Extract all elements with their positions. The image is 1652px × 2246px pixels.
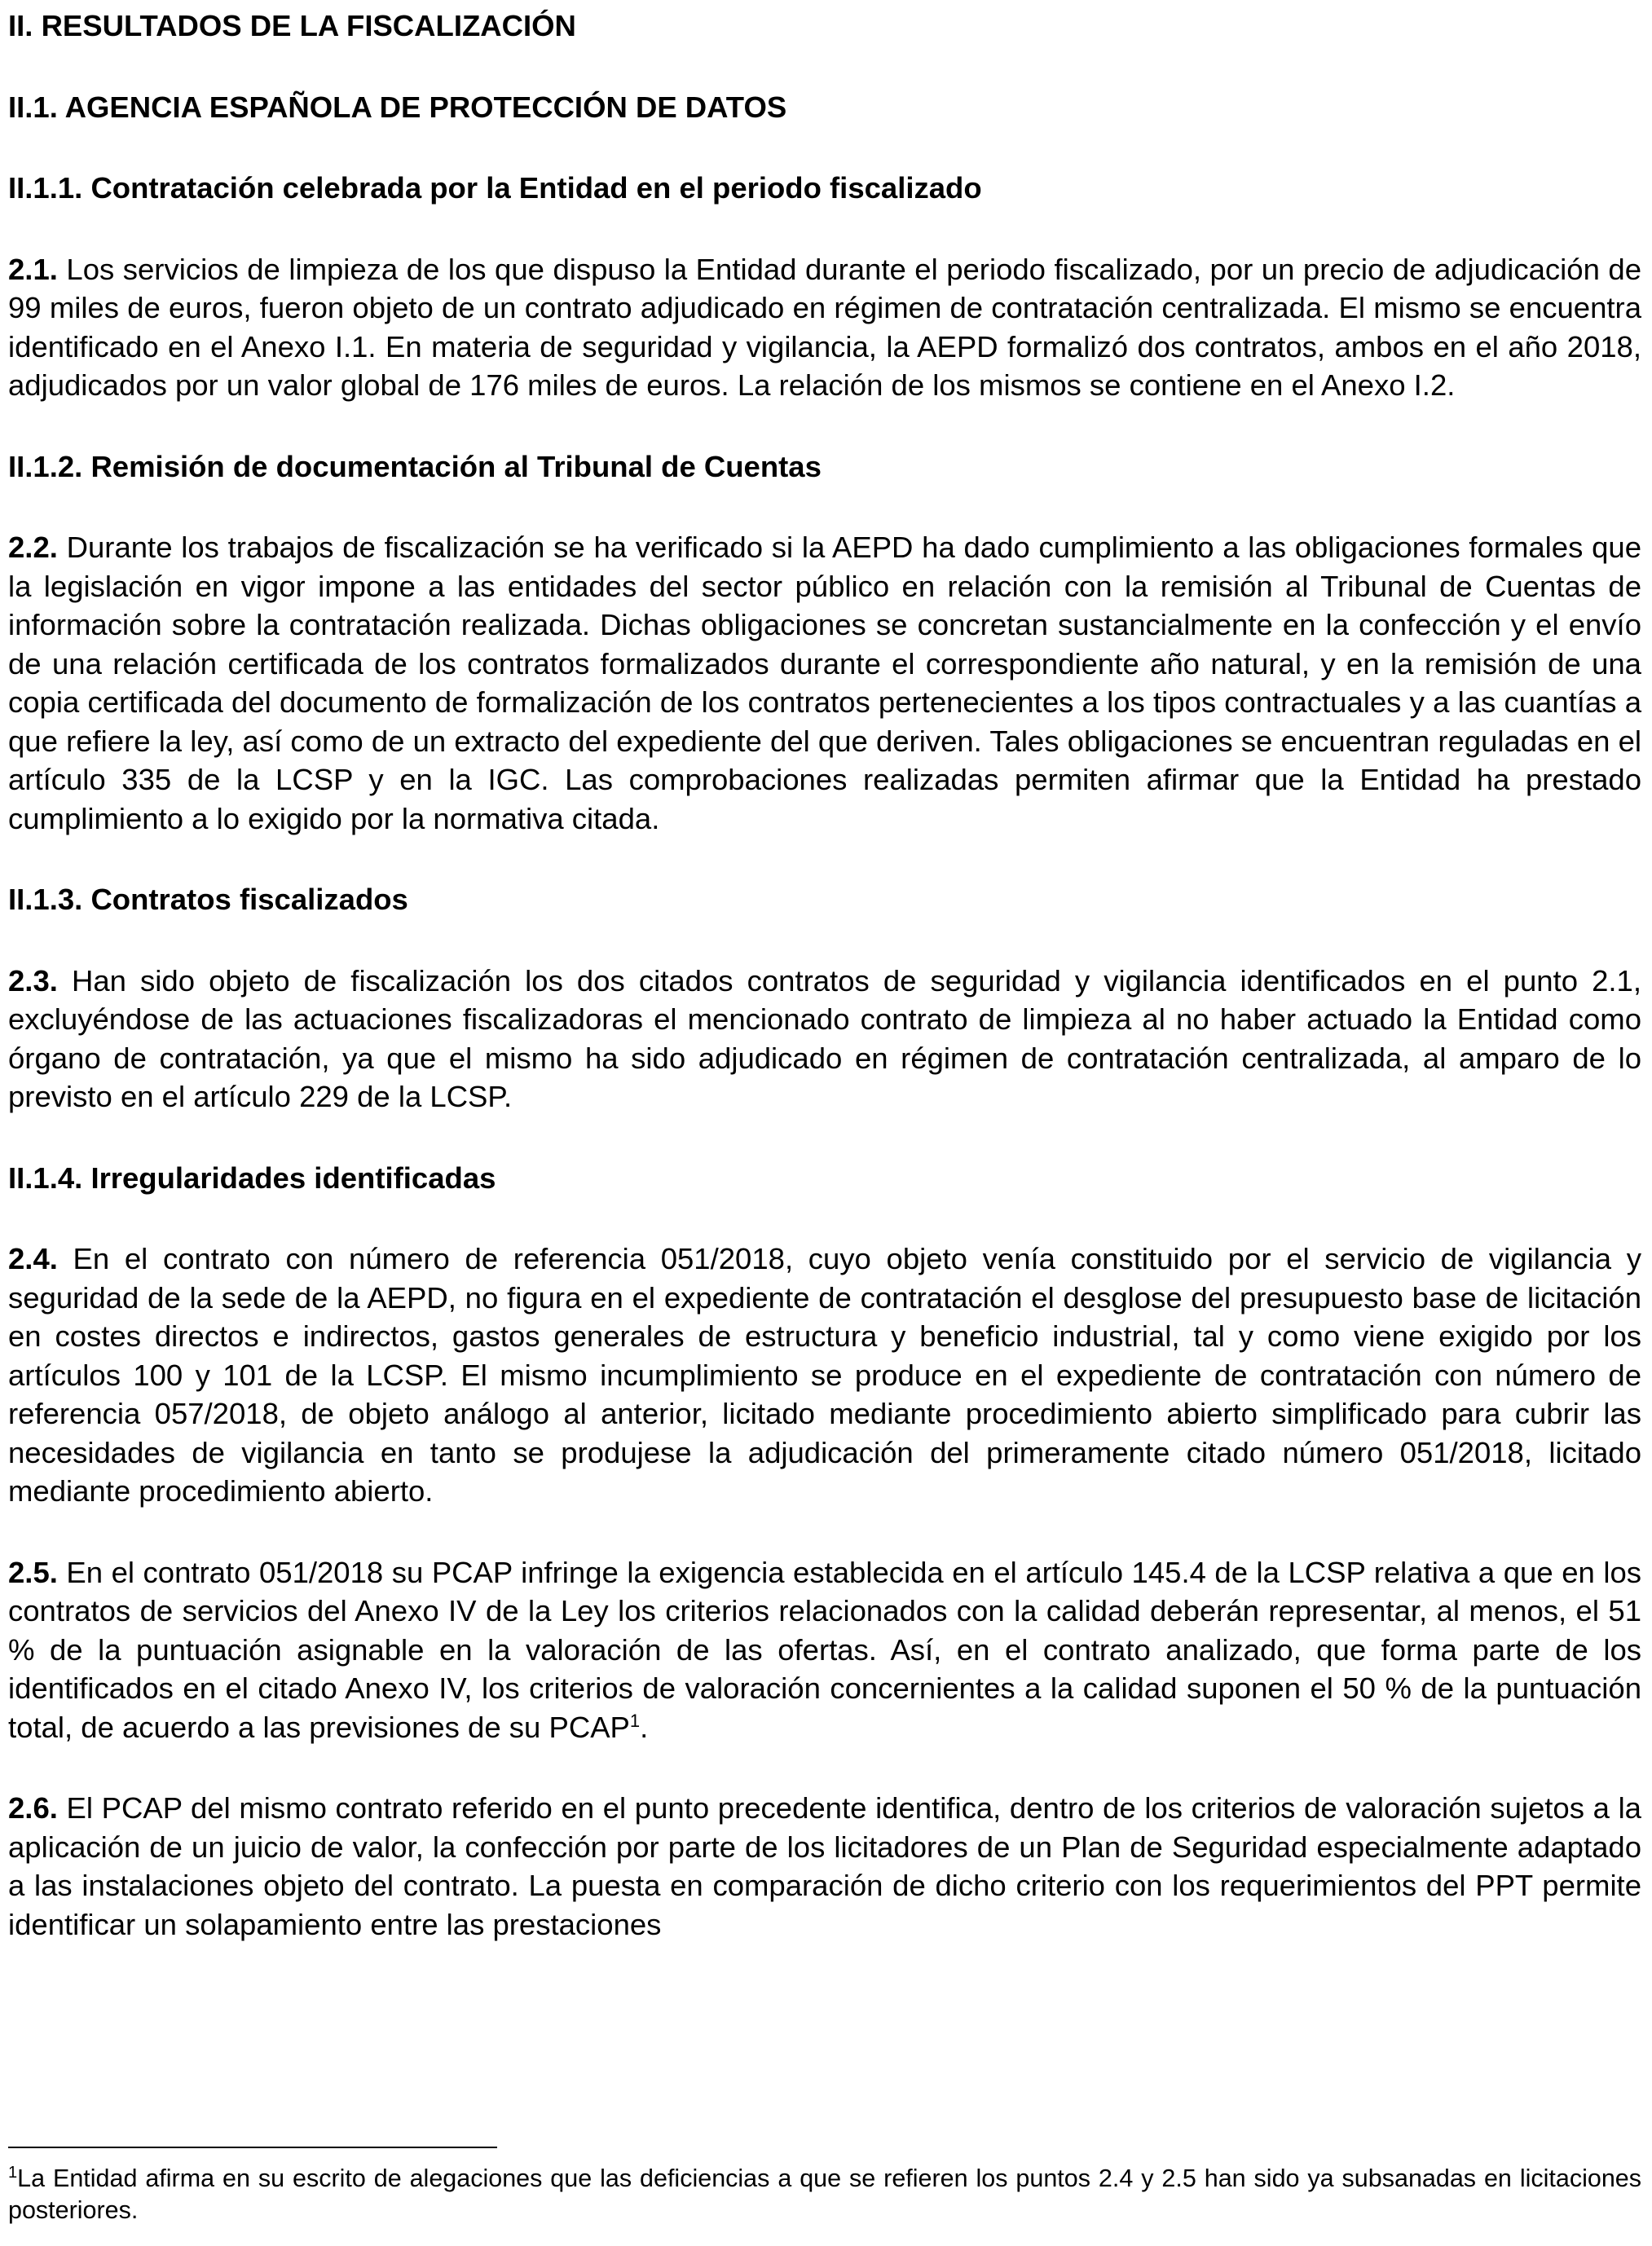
paragraph-text: En el contrato con número de referencia 051/2018, cuyo objeto venía constituido por el servicio de vigilancia y seguridad de la sede de la AEPD, no figura en el expediente de contratación el desglose del presupuesto base de licitación en costes directos e indirectos, gastos generales de estructura y beneficio industrial, tal y como viene exigido por los artículos 100 y 101 de la LCSP. El mismo incumplimiento se produce en el expediente de contratación con número de referencia 057/2018, de objeto análogo al anterior, licitado mediante procedimiento abierto simplificado para cubrir las necesidades de vigilancia en tanto se produjese la adjudicación del primeramente citado número 051/2018, licitado mediante procedimiento abierto. <box>8 1242 1641 1508</box>
footnote-text: La Entidad afirma en su escrito de alegaciones que las deficiencias a que se refieren los puntos 2.4 y 2.5 han sido ya subsanadas en licitaciones posteriores. <box>8 2165 1641 2224</box>
paragraph-text: En el contrato 051/2018 su PCAP infringe la exigencia establecida en el artículo 145.4 de la LCSP relativa a que en los contratos de servicios del Anexo IV de la Ley los criterios relacionados con la calidad deberán representar, al menos, el 51 % de la puntuación asignable en la valoración de las ofertas. Así, en el contrato analizado, que forma parte de los identificados en el citado Anexo IV, los criterios de valoración concernientes a la calidad suponen el 50 % de la puntuación total, de acuerdo a las previsiones de su PCAP <box>8 1555 1641 1744</box>
paragraph-text: Durante los trabajos de fiscalización se ha verificado si la AEPD ha dado cumplimiento a las obligaciones formales que la legislación en vigor impone a las entidades del sector público en relación con la remisión al Tribunal de Cuentas de información sobre la contratación realizada. Dichas obligaciones se concretan sustancialmente en la confección y el envío de una relación certificada de los contratos formalizados durante el correspondiente año natural, y en la remisión de una copia certificada del documento de formalización de los contratos pertenecientes a los tipos contractuales y a las cuantías a que refiere la ley, así como de un extracto del expediente del que deriven. Tales obligaciones se encuentran reguladas en el artículo 335 de la LCSP y en la IGC. Las comprobaciones realizadas permiten afirmar que la Entidad ha prestado cumplimiento a lo exigido por la normativa citada. <box>8 531 1641 835</box>
section-heading-ii-1-2: II.1.2. Remisión de documentación al Tribunal de Cuentas <box>8 449 822 483</box>
footnote-reference[interactable]: 1 <box>629 1710 641 1731</box>
footnote <box>8 2163 1641 2226</box>
section-heading-ii-1-1: II.1.1. Contratación celebrada por la Entidad en el periodo fiscalizado <box>8 171 982 205</box>
paragraph-2-5 <box>8 1553 1641 1747</box>
paragraph-tail: . <box>640 1710 649 1744</box>
paragraph-2-2 <box>8 528 1641 838</box>
paragraph-text: Han sido objeto de fiscalización los dos citados contratos de seguridad y vigilancia identificados en el punto 2.1, excluyéndose de las actuaciones fiscalizadoras el mencionado contrato de limpieza al no haber actuado la Entidad como órgano de contratación, ya que el mismo ha sido adjudicado en régimen de contratación centralizada, al amparo de lo previsto en el artículo 229 de la LCSP. <box>8 963 1641 1113</box>
paragraph-number: 2.2. <box>8 531 58 564</box>
paragraph-text: El PCAP del mismo contrato referido en el punto precedente identifica, dentro de los criterios de valoración sujetos a la aplicación de un juicio de valor, la confección por parte de los licitadores de un Plan de Seguridad especialmente adaptado a las instalaciones objeto del contrato. La puesta en comparación de dicho criterio con los requerimientos del PPT permite identificar un solapamiento entre las prestaciones <box>8 1791 1641 1941</box>
paragraph-number: 2.6. <box>8 1791 58 1825</box>
paragraph-2-4 <box>8 1240 1641 1511</box>
document-page <box>8 7 1641 1986</box>
footnote-marker: 1 <box>8 2163 18 2182</box>
paragraph-number: 2.1. <box>8 252 58 286</box>
paragraph-2-6 <box>8 1789 1641 1944</box>
paragraph-number: 2.4. <box>8 1242 58 1275</box>
paragraph-2-1 <box>8 250 1641 405</box>
section-heading-ii-1-4: II.1.4. Irregularidades identificadas <box>8 1160 496 1195</box>
footnote-separator <box>8 2147 497 2148</box>
section-heading-ii: II. RESULTADOS DE LA FISCALIZACIÓN <box>8 9 576 42</box>
paragraph-number: 2.5. <box>8 1555 58 1589</box>
paragraph-number: 2.3. <box>8 963 58 997</box>
section-heading-ii-1: II.1. AGENCIA ESPAÑOLA DE PROTECCIÓN DE DATOS <box>8 90 787 124</box>
section-heading-ii-1-3: II.1.3. Contratos fiscalizados <box>8 883 408 916</box>
paragraph-2-3 <box>8 962 1641 1116</box>
paragraph-text: Los servicios de limpieza de los que dispuso la Entidad durante el periodo fiscalizado, por un precio de adjudicación de 99 miles de euros, fueron objeto de un contrato adjudicado en régimen de contratación centralizada. El mismo se encuentra identificado en el Anexo I.1. En materia de seguridad y vigilancia, la AEPD formalizó dos contratos, ambos en el año 2018, adjudicados por un valor global de 176 miles de euros. La relación de los mismos se contiene en el Anexo I.2. <box>8 252 1641 402</box>
